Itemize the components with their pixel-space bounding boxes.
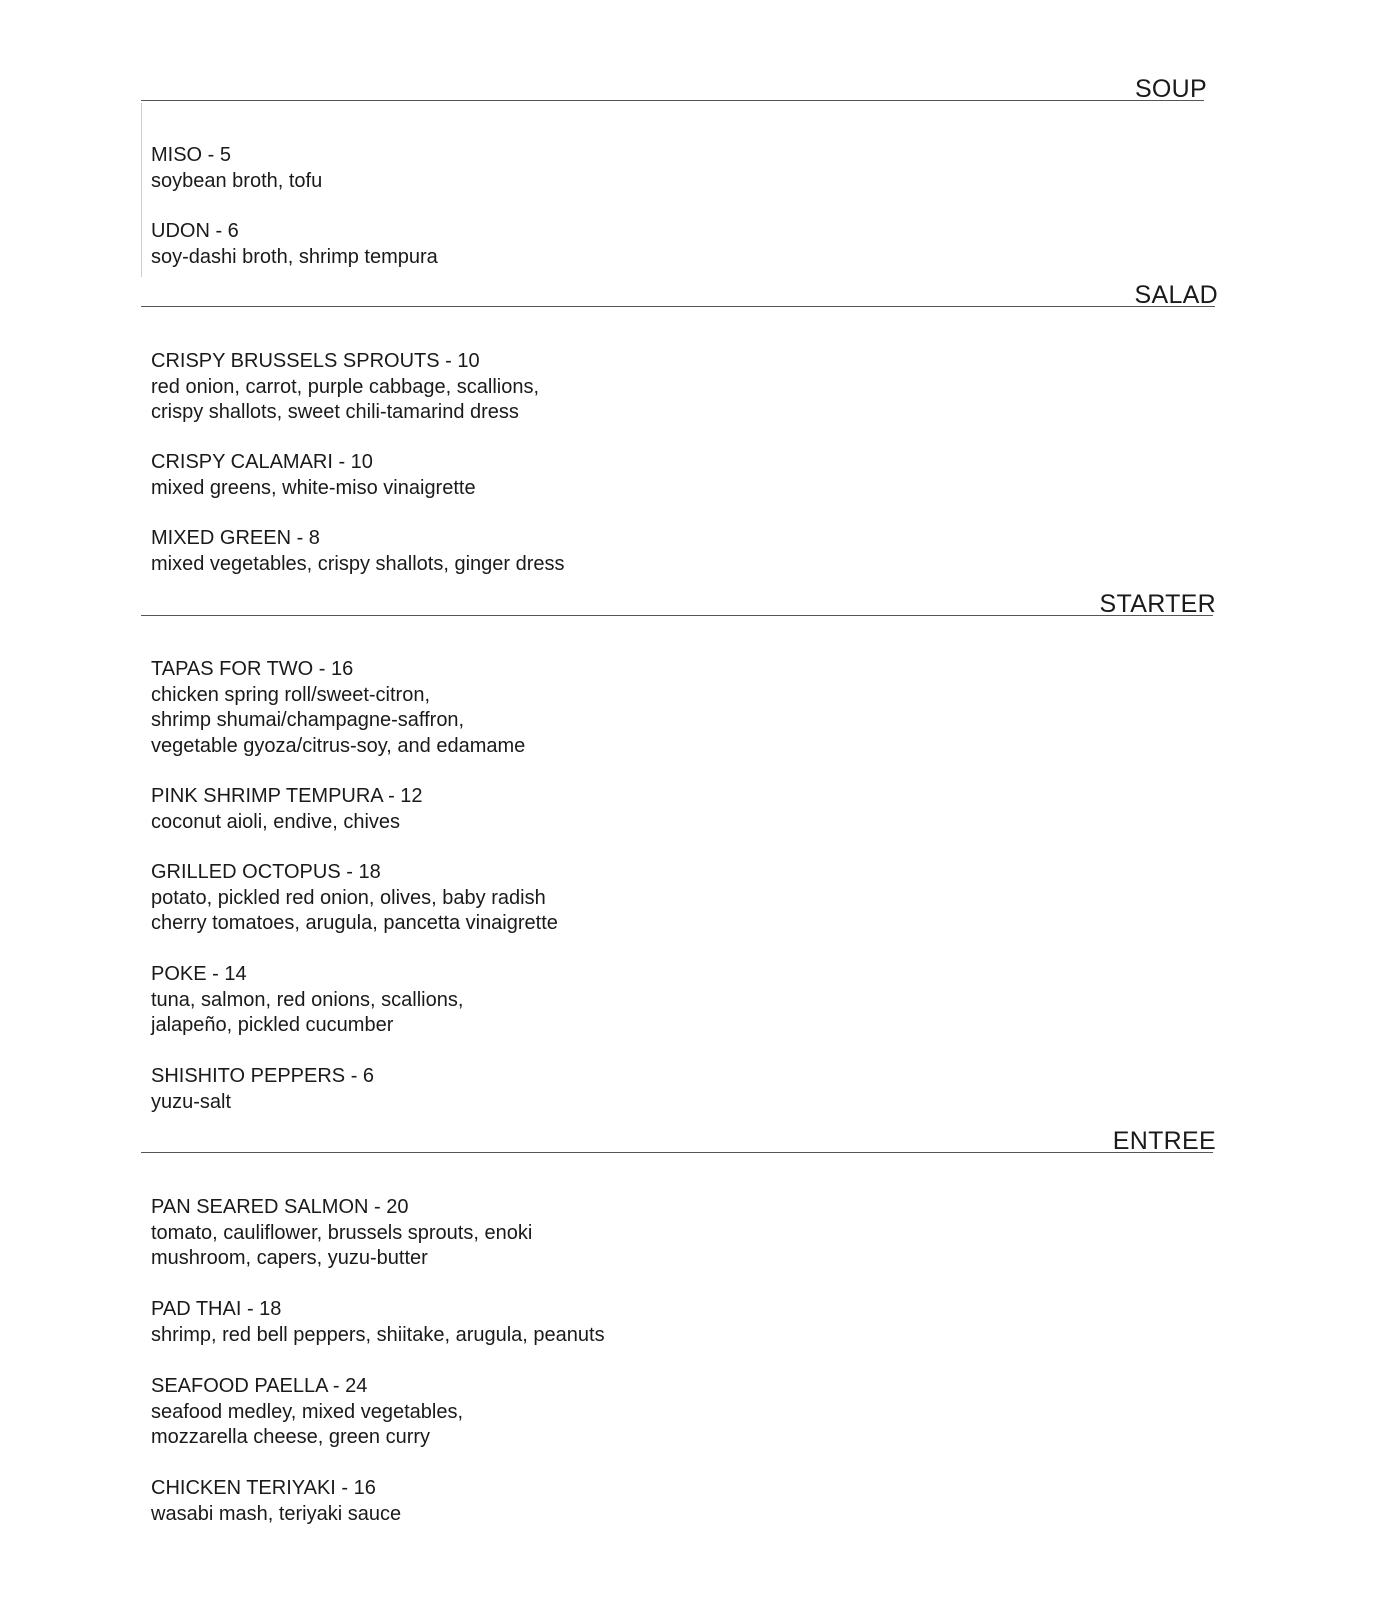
section-title-soup: SOUP (1134, 75, 1207, 103)
menu-item-poke (151, 962, 463, 1039)
item-description: tuna, salmon, red onions, scallions, (151, 988, 464, 1011)
menu-item-miso (151, 143, 322, 194)
item-description: mozzarella cheese, green curry (151, 1426, 431, 1449)
menu-item-pink-shrimp-tempura (151, 784, 423, 835)
item-name: TAPAS FOR TWO - 16 (151, 658, 354, 680)
item-description: coconut aioli, endive, chives (151, 810, 401, 833)
item-description: jalapeño, pickled cucumber (151, 1014, 394, 1037)
section-divider-entree (141, 1152, 1213, 1153)
section-title-entree: ENTREE (1112, 1127, 1216, 1155)
item-description: shrimp shumai/champagne-saffron, (151, 709, 465, 732)
menu-item-seafood-paella (151, 1374, 463, 1451)
section-title-starter: STARTER (1099, 590, 1216, 618)
menu-item-pad-thai (151, 1297, 605, 1348)
item-name: SEAFOOD PAELLA - 24 (151, 1375, 368, 1397)
menu-item-grilled-octopus (151, 860, 558, 937)
item-name: POKE - 14 (151, 963, 247, 985)
item-description: cherry tomatoes, arugula, pancetta vinaigrette (151, 912, 558, 935)
item-description: mixed greens, white-miso vinaigrette (151, 476, 476, 499)
menu-item-mixed-green (151, 526, 565, 577)
item-description: mixed vegetables, crispy shallots, ginger dress (151, 552, 565, 575)
item-name: MIXED GREEN - 8 (151, 527, 320, 549)
menu-item-crispy-calamari (151, 450, 476, 501)
item-name: SHISHITO PEPPERS - 6 (151, 1065, 375, 1087)
menu-item-chicken-teriyaki (151, 1476, 401, 1527)
item-description: seafood medley, mixed vegetables, (151, 1400, 464, 1423)
item-description: wasabi mash, teriyaki sauce (151, 1502, 402, 1525)
item-description: vegetable gyoza/citrus-soy, and edamame (151, 734, 526, 757)
item-name: UDON - 6 (151, 220, 239, 242)
menu-item-shishito-peppers (151, 1064, 374, 1115)
item-name: GRILLED OCTOPUS - 18 (151, 861, 381, 883)
item-description: soy-dashi broth, shrimp tempura (151, 245, 438, 268)
item-description: tomato, cauliflower, brussels sprouts, enoki (151, 1221, 533, 1244)
item-description: yuzu-salt (151, 1090, 232, 1113)
item-name: CHICKEN TERIYAKI - 16 (151, 1477, 376, 1499)
item-description: chicken spring roll/sweet-citron, (151, 683, 430, 706)
item-name: PAN SEARED SALMON - 20 (151, 1196, 409, 1218)
section-divider-soup (141, 100, 1204, 101)
menu-item-pan-seared-salmon (151, 1195, 532, 1272)
item-description: shrimp, red bell peppers, shiitake, arugula, peanuts (151, 1323, 605, 1346)
item-name: PAD THAI - 18 (151, 1298, 282, 1320)
item-name: CRISPY CALAMARI - 10 (151, 451, 373, 473)
item-description: red onion, carrot, purple cabbage, scallions, (151, 375, 540, 398)
item-name: MISO - 5 (151, 144, 232, 166)
item-name: CRISPY BRUSSELS SPROUTS - 10 (151, 350, 480, 372)
item-description: mushroom, capers, yuzu-butter (151, 1247, 428, 1270)
item-description: crispy shallots, sweet chili-tamarind dress (151, 401, 519, 424)
section-divider-salad (141, 306, 1215, 307)
item-name: PINK SHRIMP TEMPURA - 12 (151, 785, 423, 807)
section-title-salad: SALAD (1134, 281, 1218, 309)
menu-item-tapas-for-two (151, 657, 525, 759)
item-description: potato, pickled red onion, olives, baby radish (151, 886, 546, 909)
item-description: soybean broth, tofu (151, 169, 323, 192)
section-divider-starter (141, 615, 1213, 616)
soup-left-rule (141, 103, 142, 277)
menu-item-crispy-brussels-sprouts (151, 349, 539, 426)
menu-item-udon (151, 219, 438, 270)
